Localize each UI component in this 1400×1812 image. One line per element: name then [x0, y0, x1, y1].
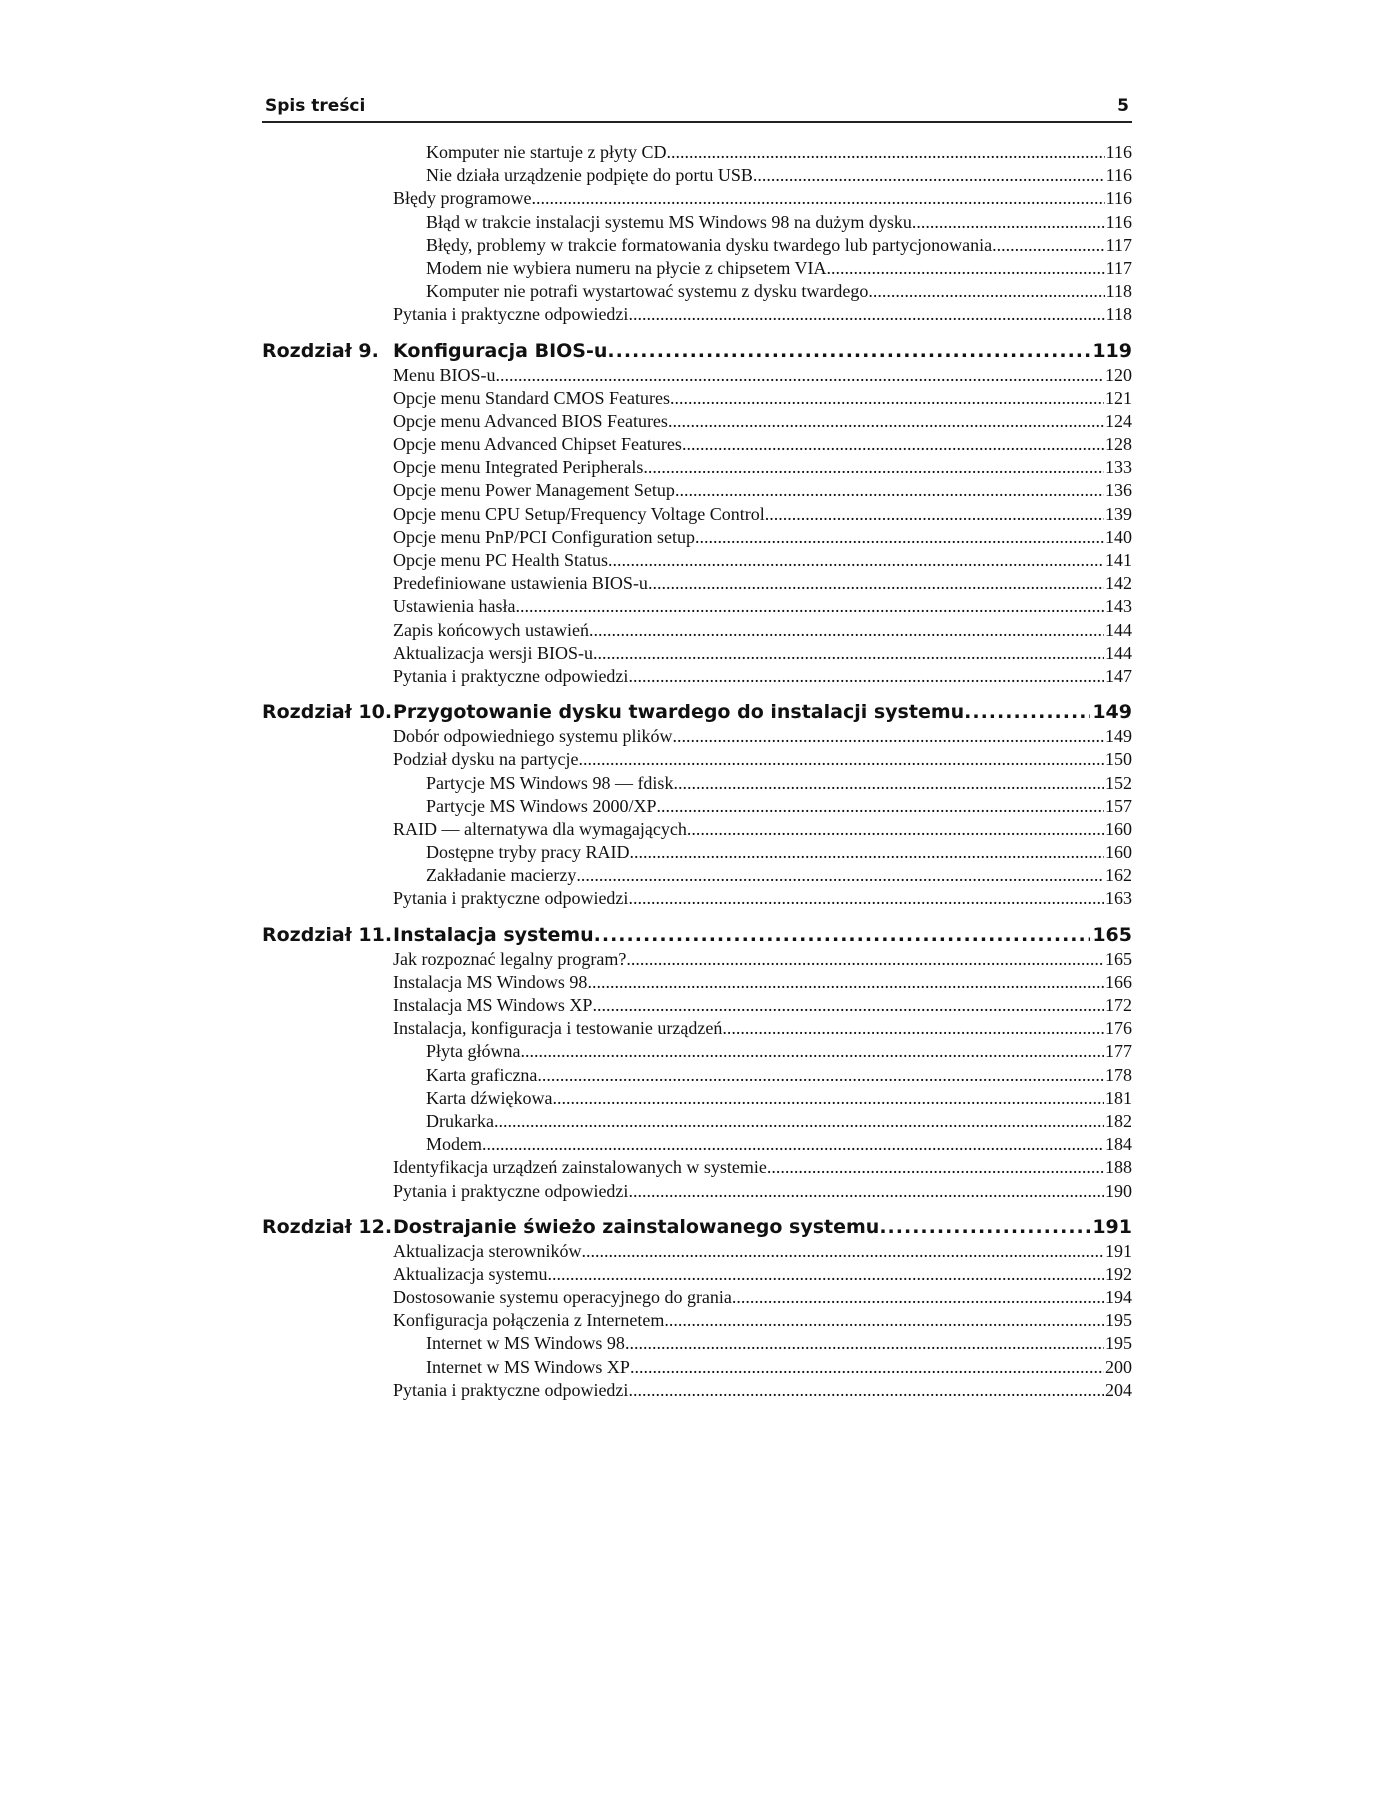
toc-entry-title: Pytania i praktyczne odpowiedzi: [393, 665, 629, 686]
dot-leader: [594, 923, 1091, 947]
toc-entry-page-number: 120: [1105, 364, 1132, 385]
toc-entry: [393, 864, 1132, 887]
toc-entry-page-number: 172: [1105, 995, 1132, 1015]
dot-leader: [695, 526, 1104, 549]
toc-entry: [393, 795, 1132, 818]
toc-entry-title: Menu BIOS-u: [393, 364, 496, 385]
dot-leader: [630, 1356, 1104, 1379]
toc-chapter: [262, 923, 1132, 1203]
dot-leader: [767, 1156, 1104, 1179]
dot-leader: [625, 1332, 1104, 1355]
toc-entry: [393, 1379, 1132, 1402]
toc-entry-title: Predefiniowane ustawienia BIOS-u: [393, 573, 648, 594]
toc-entry-title: Drukarka: [426, 1110, 494, 1131]
toc-entry: [393, 187, 1132, 210]
toc-entry-title: Instalacja, konfiguracja i testowanie urządzeń: [393, 1018, 723, 1039]
dot-leader: [722, 1017, 1104, 1040]
toc-entry: [393, 1180, 1132, 1203]
toc-entry-page-number: 188: [1105, 1157, 1132, 1178]
dot-leader: [628, 1180, 1104, 1203]
toc-entry-title: Pytania i praktyczne odpowiedzi: [393, 304, 629, 325]
toc-entry: [393, 887, 1132, 910]
dot-leader: [628, 665, 1104, 688]
toc-entry-page-number: 165: [1105, 948, 1132, 969]
toc-entry-page-number: 116: [1105, 211, 1132, 232]
toc-entry-page-number: 162: [1105, 865, 1132, 886]
toc-entry: [393, 725, 1132, 748]
toc-entry-title: Aktualizacja sterowników: [393, 1240, 582, 1261]
toc-chapter-title: Instalacja systemu: [393, 923, 594, 946]
toc-chapter-entries: [393, 364, 1132, 689]
toc-entry-page-number: 177: [1105, 1041, 1132, 1062]
dot-leader: [827, 257, 1105, 280]
toc-entry: [393, 1110, 1132, 1133]
dot-leader: [664, 1309, 1104, 1332]
toc-entry: [393, 1240, 1132, 1263]
toc-chapter-page-number: 149: [1092, 701, 1132, 724]
toc-chapter-heading: [262, 339, 1132, 364]
toc-entry: [393, 1356, 1132, 1379]
toc-entry-title: Dobór odpowiedniego systemu plików: [393, 726, 673, 747]
toc-entry: [393, 164, 1132, 187]
toc-entry: [393, 549, 1132, 572]
toc-entry-title: Błąd w trakcie instalacji systemu MS Windows 98 na dużym dysku: [426, 211, 912, 232]
dot-leader: [521, 1040, 1105, 1063]
toc-entry-title: RAID — alternatywa dla wymagających: [393, 818, 687, 839]
toc-entry-title: Modem: [426, 1134, 482, 1155]
dot-leader: [496, 364, 1105, 387]
dot-leader: [593, 642, 1104, 665]
toc-entry-title: Opcje menu Power Management Setup: [393, 480, 675, 501]
toc-entry-title: Opcje menu PnP/PCI Configuration setup: [393, 526, 695, 547]
dot-leader: [732, 1286, 1104, 1309]
dot-leader: [515, 595, 1104, 618]
toc-entry-title: Płyta główna: [426, 1041, 521, 1062]
dot-leader: [629, 841, 1104, 864]
dot-leader: [912, 211, 1105, 234]
toc-entry-page-number: 117: [1105, 234, 1132, 255]
toc-entry: [393, 1156, 1132, 1179]
toc-chapter: [262, 700, 1132, 911]
toc-entry: [393, 1309, 1132, 1332]
dot-leader: [531, 187, 1104, 210]
toc-entry-page-number: 150: [1105, 749, 1132, 770]
toc-entry-title: Modem nie wybiera numeru na płycie z chipsetem VIA: [426, 257, 827, 278]
toc-entry-page-number: 133: [1105, 457, 1132, 478]
toc-chapter-heading: [262, 700, 1132, 725]
toc-chapter-entries: [393, 725, 1132, 911]
toc-entry: [393, 280, 1132, 303]
dot-leader: [648, 572, 1104, 595]
toc-entry-page-number: 157: [1105, 795, 1132, 816]
toc-chapter-heading: [262, 923, 1132, 948]
toc-entry-title: Pytania i praktyczne odpowiedzi: [393, 1180, 629, 1201]
toc-entry-page-number: 116: [1105, 165, 1132, 186]
dot-leader: [670, 387, 1104, 410]
toc-entry-page-number: 140: [1105, 526, 1132, 547]
toc-entry: [393, 971, 1132, 994]
toc-entry-page-number: 160: [1105, 818, 1132, 839]
dot-leader: [753, 164, 1105, 187]
toc-entry-page-number: 178: [1105, 1064, 1132, 1085]
toc-entry-title: Ustawienia hasła: [393, 596, 516, 617]
toc-entry: [393, 572, 1132, 595]
toc-entry-title: Partycje MS Windows 2000/XP: [426, 795, 657, 816]
dot-leader: [628, 303, 1104, 326]
toc-entry-title: Opcje menu PC Health Status: [393, 550, 608, 570]
toc-entry: [393, 303, 1132, 326]
toc-entry-page-number: 152: [1105, 772, 1132, 793]
toc-entry-page-number: 128: [1105, 434, 1132, 455]
toc-entry: [393, 1332, 1132, 1355]
dot-leader: [687, 818, 1104, 841]
toc-entry: [393, 364, 1132, 387]
toc-entry-title: Podział dysku na partycje: [393, 749, 579, 770]
toc-entry-title: Konfiguracja połączenia z Internetem: [393, 1310, 665, 1331]
dot-leader: [482, 1133, 1104, 1156]
toc-entry-page-number: 176: [1105, 1018, 1132, 1039]
toc-chapter-label: Rozdział 11.: [262, 923, 393, 946]
toc-entry: [393, 1017, 1132, 1040]
toc-entry-title: Internet w MS Windows XP: [426, 1356, 630, 1377]
toc-entry: [393, 1133, 1132, 1156]
toc-chapter-title: Dostrajanie świeżo zainstalowanego systemu: [393, 1215, 880, 1238]
toc-entry: [393, 1286, 1132, 1309]
toc-entry-page-number: 142: [1105, 573, 1132, 594]
dot-leader: [628, 1379, 1104, 1402]
toc-entry-page-number: 182: [1105, 1110, 1132, 1131]
dot-leader: [868, 280, 1104, 303]
toc-entry-title: Zapis końcowych ustawień: [393, 619, 589, 640]
page-number: 5: [1117, 96, 1129, 116]
toc-entry: [393, 234, 1132, 257]
toc-entry-title: Karta dźwiękowa: [426, 1087, 553, 1108]
toc-entry-title: Opcje menu Advanced BIOS Features: [393, 410, 668, 431]
toc-entry-page-number: 124: [1105, 410, 1132, 431]
dot-leader: [494, 1110, 1104, 1133]
toc-entry-page-number: 190: [1105, 1180, 1132, 1201]
toc-entry: [393, 503, 1132, 526]
toc-chapter-entries: [393, 1240, 1132, 1402]
dot-leader: [576, 864, 1104, 887]
toc-entry-title: Pytania i praktyczne odpowiedzi: [393, 888, 629, 909]
toc-entry-page-number: 144: [1105, 619, 1132, 640]
toc-entry-title: Instalacja MS Windows XP: [393, 995, 593, 1015]
toc-chapter: [262, 1215, 1132, 1402]
dot-leader: [992, 234, 1104, 257]
toc-entry-title: Komputer nie potrafi wystartować systemu z dysku twardego: [426, 281, 869, 302]
dot-leader: [607, 339, 1090, 363]
toc-entry: [393, 410, 1132, 433]
toc-chapter: [262, 339, 1132, 689]
toc-continuation: [262, 141, 1132, 327]
toc-entry: [393, 141, 1132, 164]
toc-page: [262, 96, 1132, 1414]
running-header-title: Spis treści: [265, 96, 366, 116]
dot-leader: [578, 748, 1104, 771]
toc-entry-title: Jak rozpoznać legalny program?: [393, 948, 627, 969]
toc-entry-page-number: 139: [1105, 503, 1132, 524]
toc-entry: [393, 772, 1132, 795]
toc-entry: [393, 479, 1132, 502]
toc-entry-title: Partycje MS Windows 98 — fdisk: [426, 772, 674, 793]
toc-entry-page-number: 141: [1105, 550, 1132, 570]
dot-leader: [964, 700, 1090, 724]
toc-entry-page-number: 163: [1105, 888, 1132, 909]
toc-chapter-label: Rozdział 10.: [262, 701, 393, 724]
toc-entry-page-number: 200: [1105, 1356, 1132, 1377]
dot-leader: [592, 994, 1104, 1017]
toc-chapter-entries: [393, 948, 1132, 1203]
toc-entry-title: Błędy programowe: [393, 188, 532, 209]
toc-entry: [393, 211, 1132, 234]
toc-entry-page-number: 195: [1105, 1310, 1132, 1331]
toc-entry-title: Instalacja MS Windows 98: [393, 971, 588, 992]
toc-entry: [393, 619, 1132, 642]
toc-entry: [393, 387, 1132, 410]
toc-entry: [393, 257, 1132, 280]
toc-entry: [393, 1064, 1132, 1087]
dot-leader: [552, 1087, 1104, 1110]
toc-entry-title: Komputer nie startuje z płyty CD: [426, 142, 667, 162]
toc-entry: [393, 948, 1132, 971]
dot-leader: [547, 1263, 1104, 1286]
toc-entry-page-number: 160: [1105, 842, 1132, 863]
dot-leader: [673, 772, 1104, 795]
toc-chapter-label: Rozdział 12.: [262, 1215, 393, 1238]
toc-entry: [393, 1263, 1132, 1286]
toc-chapter-page-number: 165: [1092, 923, 1132, 946]
toc-chapter-heading: [262, 1215, 1132, 1240]
dot-leader: [626, 948, 1104, 971]
toc-entry-title: Pytania i praktyczne odpowiedzi: [393, 1379, 629, 1400]
toc-chapter-title: Konfiguracja BIOS-u: [393, 339, 608, 362]
toc-entry: [393, 994, 1132, 1017]
toc-entry: [393, 433, 1132, 456]
toc-entry-page-number: 181: [1105, 1087, 1132, 1108]
dot-leader: [537, 1064, 1104, 1087]
dot-leader: [879, 1215, 1090, 1239]
dot-leader: [675, 479, 1104, 502]
toc-entry-title: Opcje menu Integrated Peripherals: [393, 457, 644, 478]
toc-entry-page-number: 195: [1105, 1333, 1132, 1354]
toc-chapter-label: Rozdział 9.: [262, 339, 379, 362]
toc-chapter-page-number: 119: [1092, 339, 1132, 362]
dot-leader: [765, 503, 1104, 526]
toc-entry-page-number: 166: [1105, 971, 1132, 992]
toc-entry: [393, 818, 1132, 841]
dot-leader: [666, 141, 1104, 164]
toc-entry-page-number: 118: [1105, 304, 1132, 325]
toc-entry-title: Aktualizacja wersji BIOS-u: [393, 642, 593, 663]
toc-continuation-entries: [393, 141, 1132, 327]
toc-entry-title: Opcje menu Standard CMOS Features: [393, 387, 670, 408]
toc-entry: [393, 665, 1132, 688]
toc-chapter-page-number: 191: [1092, 1215, 1132, 1238]
dot-leader: [581, 1240, 1104, 1263]
dot-leader: [589, 619, 1104, 642]
toc-entry: [393, 642, 1132, 665]
dot-leader: [672, 725, 1104, 748]
toc-entry: [393, 526, 1132, 549]
toc-entry-page-number: 184: [1105, 1134, 1132, 1155]
toc-entry-page-number: 121: [1105, 387, 1132, 408]
toc-entry-title: Dostosowanie systemu operacyjnego do grania: [393, 1287, 732, 1308]
toc-entry: [393, 748, 1132, 771]
toc-entry-page-number: 191: [1105, 1240, 1132, 1261]
toc-entry-title: Internet w MS Windows 98: [426, 1333, 625, 1354]
dot-leader: [656, 795, 1104, 818]
dot-leader: [643, 456, 1104, 479]
dot-leader: [628, 887, 1104, 910]
toc-entry-title: Aktualizacja systemu: [393, 1263, 548, 1284]
toc-entry-page-number: 116: [1105, 188, 1132, 209]
toc-entry-title: Opcje menu Advanced Chipset Features: [393, 434, 682, 455]
toc-entry-title: Nie działa urządzenie podpięte do portu USB: [426, 165, 753, 186]
toc-entry-page-number: 143: [1105, 596, 1132, 617]
toc-entry-title: Dostępne tryby pracy RAID: [426, 842, 630, 863]
dot-leader: [668, 410, 1104, 433]
toc-entry-title: Zakładanie macierzy: [426, 865, 577, 886]
toc-entry-page-number: 149: [1105, 726, 1132, 747]
running-header: [262, 96, 1132, 123]
toc-entry-page-number: 118: [1105, 281, 1132, 302]
toc-entry-page-number: 144: [1105, 642, 1132, 663]
toc-entry-page-number: 117: [1105, 257, 1132, 278]
table-of-contents: [262, 141, 1132, 1402]
toc-entry-page-number: 116: [1105, 142, 1132, 162]
toc-entry-title: Identyfikacja urządzeń zainstalowanych w systemie: [393, 1157, 767, 1178]
toc-entry: [393, 841, 1132, 864]
toc-entry-title: Błędy, problemy w trakcie formatowania dysku twardego lub partycjonowania: [426, 234, 993, 255]
toc-entry-page-number: 136: [1105, 480, 1132, 501]
toc-entry-page-number: 204: [1105, 1379, 1132, 1400]
dot-leader: [587, 971, 1104, 994]
toc-entry: [393, 595, 1132, 618]
toc-entry: [393, 1087, 1132, 1110]
toc-entry-title: Opcje menu CPU Setup/Frequency Voltage Control: [393, 503, 765, 524]
toc-entry-page-number: 192: [1105, 1263, 1132, 1284]
toc-entry-title: Karta graficzna: [426, 1064, 538, 1085]
toc-entry: [393, 456, 1132, 479]
toc-entry: [393, 1040, 1132, 1063]
toc-chapter-title: Przygotowanie dysku twardego do instalacji systemu: [393, 701, 965, 724]
dot-leader: [608, 549, 1104, 572]
toc-entry-page-number: 194: [1105, 1287, 1132, 1308]
toc-entry-page-number: 147: [1105, 665, 1132, 686]
dot-leader: [682, 433, 1104, 456]
